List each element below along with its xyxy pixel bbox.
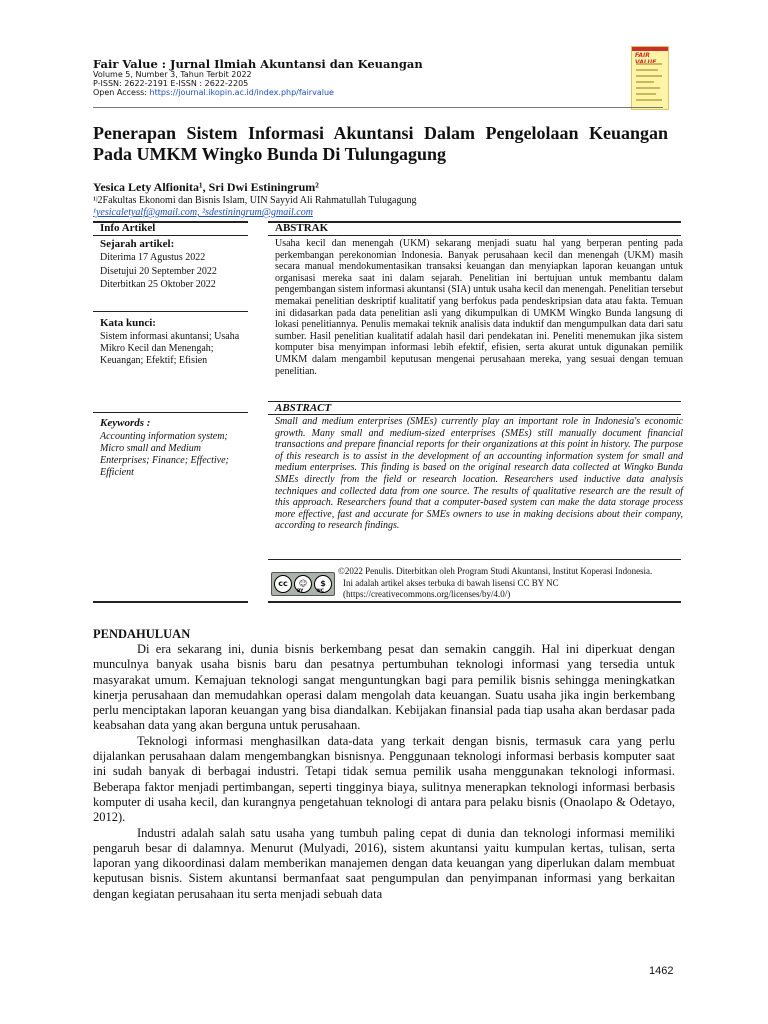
journal-name: Fair Value : Jurnal Ilmiah Akuntansi dan Keuangan	[93, 57, 423, 71]
keywords-id-label: Kata kunci:	[100, 317, 156, 329]
license-top-rule	[268, 559, 681, 560]
article-title: Penerapan Sistem Informasi Akuntansi Dalam Pengelolaan Keuangan Pada UMKM Wingko Bunda Di Tulungagung	[93, 123, 668, 164]
abstrak-header-rule	[268, 235, 681, 236]
cc-icon: cc	[274, 575, 292, 593]
keywords-rule	[93, 412, 248, 413]
paragraph-1: Di era sekarang ini, dunia bisnis berkembang pesat dan semakin canggih. Hal ini diperkuat dengan munculnya banyak usaha bisnis baru dan pesatnya pertumbuhan teknologi informasi yang tersedia untuk masyarakat umum. Kemajuan teknologi sangat menguntungkan bagi para pemilik bisnis sehingga meningkatkan kinerja perusahaan dan memudahkan operasi dalam mengolah data keuangan. Suatu usaha jika ingin berkembang perlu menciptakan laporan keuangan yang bisa diandalkan. Kebijakan finansial pada tiap usaha akan berdasar pada keabsahan data yang akan berguna untuk perusahaan.	[93, 642, 675, 733]
cover-title: FAIR	[635, 52, 650, 59]
paragraph-2: Teknologi informasi menghasilkan data-data yang terkait dengan bisnis, termasuk cara yang perlu dijalankan perusahaan dalam mengembangkan bisnisnya. Penggunaan teknologi informasi berbasis komputer saat ini sudah banyak di berbagai industri. Tetapi tidak semua pemilik usaha menggunakan teknologi informasi. Beberapa faktor menjadi pertimbangan, seperti tingginya biaya, sulitnya menerapkan teknologi informasi berbasis komputer di usaha kecil, dan kurangnya pengetahuan teknologi di antara para pelaku bisnis (Onaolapo & Odetayo, 2012).	[93, 733, 675, 825]
header-rule	[93, 107, 663, 108]
keywords-id: Sistem informasi akuntansi; Usaha Mikro Kecil dan Menengah; Keuangan; Efektif; Efisien	[100, 331, 240, 366]
author-affiliation: ¹ʲ2Fakultas Ekonomi dan Bisnis Islam, UIN Sayyid Ali Rahmatullah Tulugagung	[93, 195, 417, 206]
open-access-label: Open Access:	[93, 88, 150, 97]
date-received: Diterima 17 Agustus 2022	[100, 252, 206, 263]
article-authors: Yesica Lety Alfionita¹, Sri Dwi Estiningrum²	[93, 180, 319, 194]
journal-cover-thumbnail	[631, 46, 669, 110]
abstrak-text: Usaha kecil dan menengah (UKM) sekarang menjadi suatu hal yang berperan penting pada perkembangan perekonomian Indonesia. Banyak perusahaan kecil dan menengah (UKM) masih secara manual mendokumentasikan transaksi keuangan dan menyiapkan laporan keuangan untuk organisasi mereka saat ini dalam sejarah. Penelitian ini bertujuan untuk membantu dalam pengembangan sistem informasi akuntansi (SIA) untuk usaha kecil dan menengah. Penelitian tersebut memakai penelitian deskriptif kualitatif yang berfokus pada pendeskripsian data atau fakta. Temuan ini didasarkan pada data penelitian asli yang dikumpulkan di UMKM Wingko Bunda langsung di lokasi penelitiannya. Penulis memakai teknik analisis data induktif dan mengumpulkan data dari satu sumber. Hasil penelitian kualitatif adalah hasil dari pendekatan ini. Peneliti menemukan jika sistem komputer bisa menyimpan informasi lebih efektif, efisien, serta akurat untuk digunakan pemilik UMKM dalam mengambil keputusan mengenai perusahaan mereka, yang sesuai dengan temuan penelitian.	[275, 238, 683, 377]
info-header: Info Artikel	[100, 222, 156, 234]
history-label: Sejarah artikel:	[100, 238, 175, 250]
license-line-3[interactable]: (https://creativecommons.org/licenses/by/4.0/)	[343, 589, 511, 599]
history-rule	[93, 311, 248, 312]
body-text	[93, 642, 675, 902]
date-published: Diterbitkan 25 Oktober 2022	[100, 279, 216, 290]
license-line-2: Ini adalah artikel akses terbuka di bawah lisensi CC BY NC	[343, 578, 559, 588]
keywords-en-label: Keywords :	[100, 417, 151, 429]
abstract-header: ABSTRACT	[275, 402, 332, 414]
author-emails[interactable]: ¹yesicaletyalf@gmail.com, ²sdestiningrum@gmail.com	[93, 207, 313, 218]
attribution-icon: ☺	[294, 575, 312, 593]
date-approved: Disetujui 20 September 2022	[100, 266, 217, 277]
section-title: PENDAHULUAN	[93, 627, 191, 641]
info-header-rule	[93, 235, 248, 236]
paragraph-3: Industri adalah salah satu usaha yang tumbuh paling cepat di dunia dan teknologi informasi memiliki pengaruh besar di dalamnya. Menurut (Mulyadi, 2016), sistem akuntansi yaitu kumpulan kertas, tulisan, serta laporan yang dikoordinasi dalam memberikan manajemen dengan data keuangan yang diperlukan dalam membuat keputusan bisnis. Sistem akuntansi bermanfaat saat pengumpulan dan penyimpanan informasi yang berkaitan dengan kegiatan perusahaan itu serta menjadi sebuah data	[93, 825, 675, 901]
journal-volume: Volume 5, Number 3, Tahun Terbit 2022	[93, 70, 252, 79]
keywords-en: Accounting information system; Micro small and Medium Enterprises; Finance; Effective; Efficient	[100, 431, 229, 478]
abstract-text: Small and medium enterprises (SMEs) currently play an important role in Indonesia's economic growth. Many small and medium-sized enterprises (SMEs) still manually document financial transactions and prepare financial reports for their organizations at this point in history. The purpose of this research is to assist in the development of an accounting information system for small and medium enterprises. This finding is based on the original research data collected at Wingko Bunda SMEs directly from the field or research location. Researchers used inductive data analysis techniques and collected data from one source. The results of qualitative research are the result of this approach. Researchers found that a computer-based system can make the data storage process more effective, fast and accurate for SMEs owners to use in making decisions about their company, according to research findings.	[275, 416, 683, 532]
license-line-1: ©2022 Penulis. Diterbitkan oleh Program Studi Akuntansi, Institut Koperasi Indonesia.	[338, 566, 653, 576]
info-bottom-rule	[93, 601, 248, 603]
badge-by: BY	[297, 589, 304, 594]
abstract-bottom-rule	[268, 601, 681, 603]
abstract-header-rule	[268, 414, 681, 415]
open-access-link[interactable]: https://journal.ikopin.ac.id/index.php/fairvalue	[149, 88, 334, 97]
noncommercial-icon: $	[314, 575, 332, 593]
journal-issn: P-ISSN: 2622-2191 E-ISSN : 2622-2205	[93, 79, 249, 88]
page-number: 1462	[649, 965, 674, 977]
journal-open-access	[93, 88, 334, 97]
abstrak-top-rule	[268, 221, 681, 223]
badge-nc: NC	[317, 589, 325, 594]
abstrak-header: ABSTRAK	[275, 222, 329, 234]
cc-by-nc-badge	[271, 572, 335, 596]
